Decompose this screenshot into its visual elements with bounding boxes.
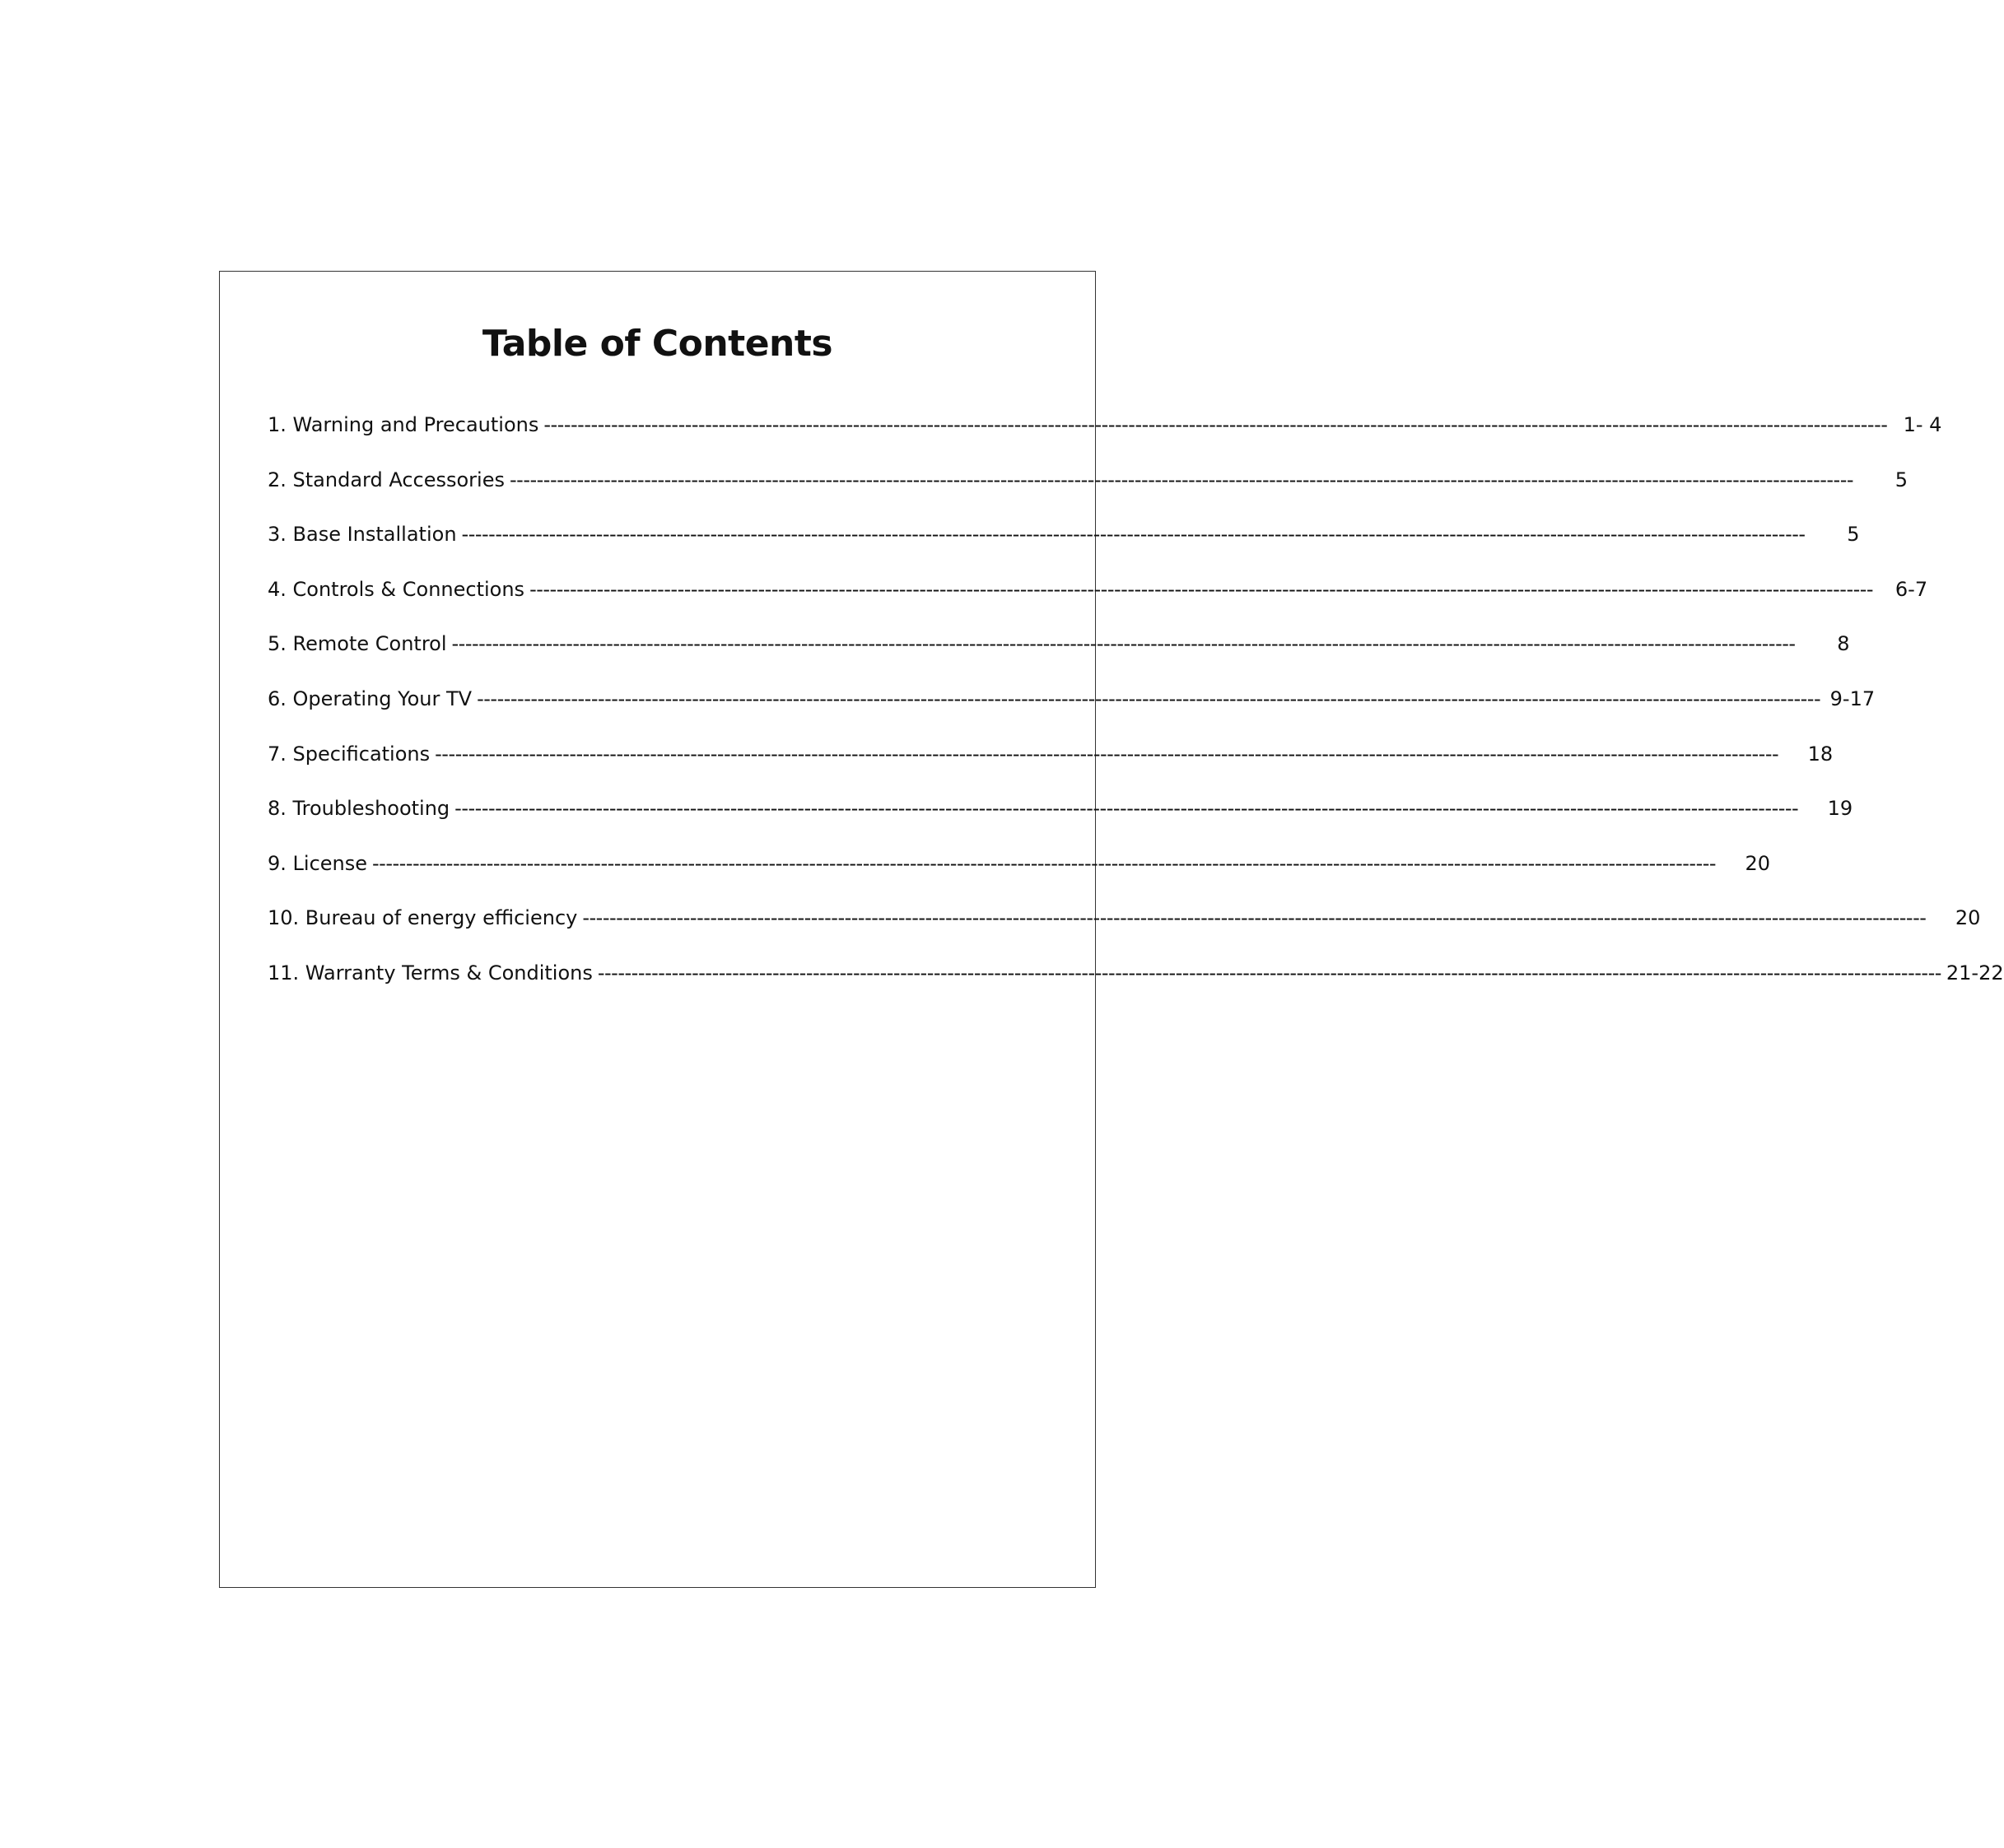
toc-leader-dashes: -------------------------------------------------------------------------------------------------------------------------------------------------------------------------------------------------------- [454,797,1799,821]
toc-entry-label: 11. Warranty Terms & Conditions [268,961,593,985]
toc-leader-dashes: -------------------------------------------------------------------------------------------------------------------------------------------------------------------------------------------------------- [372,851,1717,875]
toc-entry[interactable] [268,797,1853,854]
toc-leader-dashes: -------------------------------------------------------------------------------------------------------------------------------------------------------------------------------------------------------- [582,906,1927,930]
toc-entry-label: 9. License [268,851,368,875]
toc-entry[interactable] [268,961,2004,1018]
toc-entry[interactable] [268,413,1942,470]
toc-entry-page: 1- 4 [1903,413,1942,436]
toc-leader-dashes: -------------------------------------------------------------------------------------------------------------------------------------------------------------------------------------------------------- [461,523,1806,547]
toc-entry-page: 9-17 [1829,687,1876,710]
toc-entry-label: 3. Base Installation [268,523,457,547]
toc-leader-dashes: -------------------------------------------------------------------------------------------------------------------------------------------------------------------------------------------------------- [543,413,1888,436]
toc-entry[interactable] [268,468,1908,525]
toc-entry-label: 8. Troubleshooting [268,797,450,821]
page-title: Table of Contents [482,323,833,365]
toc-entry-page: 20 [1955,906,1981,930]
toc-entry-page: 6-7 [1894,577,1928,601]
toc-leader-dashes: -------------------------------------------------------------------------------------------------------------------------------------------------------------------------------------------------------- [529,577,1874,601]
page-frame [219,271,2004,1588]
toc-entry-page: 19 [1827,797,1853,821]
toc-entry-label: 6. Operating Your TV [268,687,473,710]
toc-entry-label: 5. Remote Control [268,632,447,656]
toc-entry[interactable] [268,577,1928,635]
toc-entry[interactable] [268,742,1834,799]
toc-entry[interactable] [268,906,1981,963]
toc-entry-label: 7. Specifications [268,742,431,766]
toc-entry-page: 18 [1807,742,1834,766]
toc-entry-page: 8 [1837,632,1850,656]
toc-entry[interactable] [268,851,1771,909]
toc-leader-dashes: -------------------------------------------------------------------------------------------------------------------------------------------------------------------------------------------------------- [597,961,1941,985]
toc-entry-page: 20 [1745,851,1771,875]
toc-entry[interactable] [268,687,1876,744]
toc-list [268,413,2004,1018]
toc-leader-dashes: -------------------------------------------------------------------------------------------------------------------------------------------------------------------------------------------------------- [435,742,1779,766]
toc-entry-label: 1. Warning and Precautions [268,413,539,436]
toc-entry-label: 2. Standard Accessories [268,468,505,491]
toc-leader-dashes: -------------------------------------------------------------------------------------------------------------------------------------------------------------------------------------------------------- [510,468,1854,491]
toc-entry[interactable] [268,523,1860,580]
toc-leader-dashes: -------------------------------------------------------------------------------------------------------------------------------------------------------------------------------------------------------- [451,632,1796,656]
toc-entry-label: 4. Controls & Connections [268,577,525,601]
toc-leader-dashes: -------------------------------------------------------------------------------------------------------------------------------------------------------------------------------------------------------- [477,687,1821,710]
toc-entry[interactable] [268,632,1850,689]
toc-entry-label: 10. Bureau of energy efficiency [268,906,578,930]
toc-entry-page: 5 [1894,468,1908,491]
toc-entry-page: 21-22 [1946,961,2004,985]
toc-entry-page: 5 [1847,523,1860,547]
